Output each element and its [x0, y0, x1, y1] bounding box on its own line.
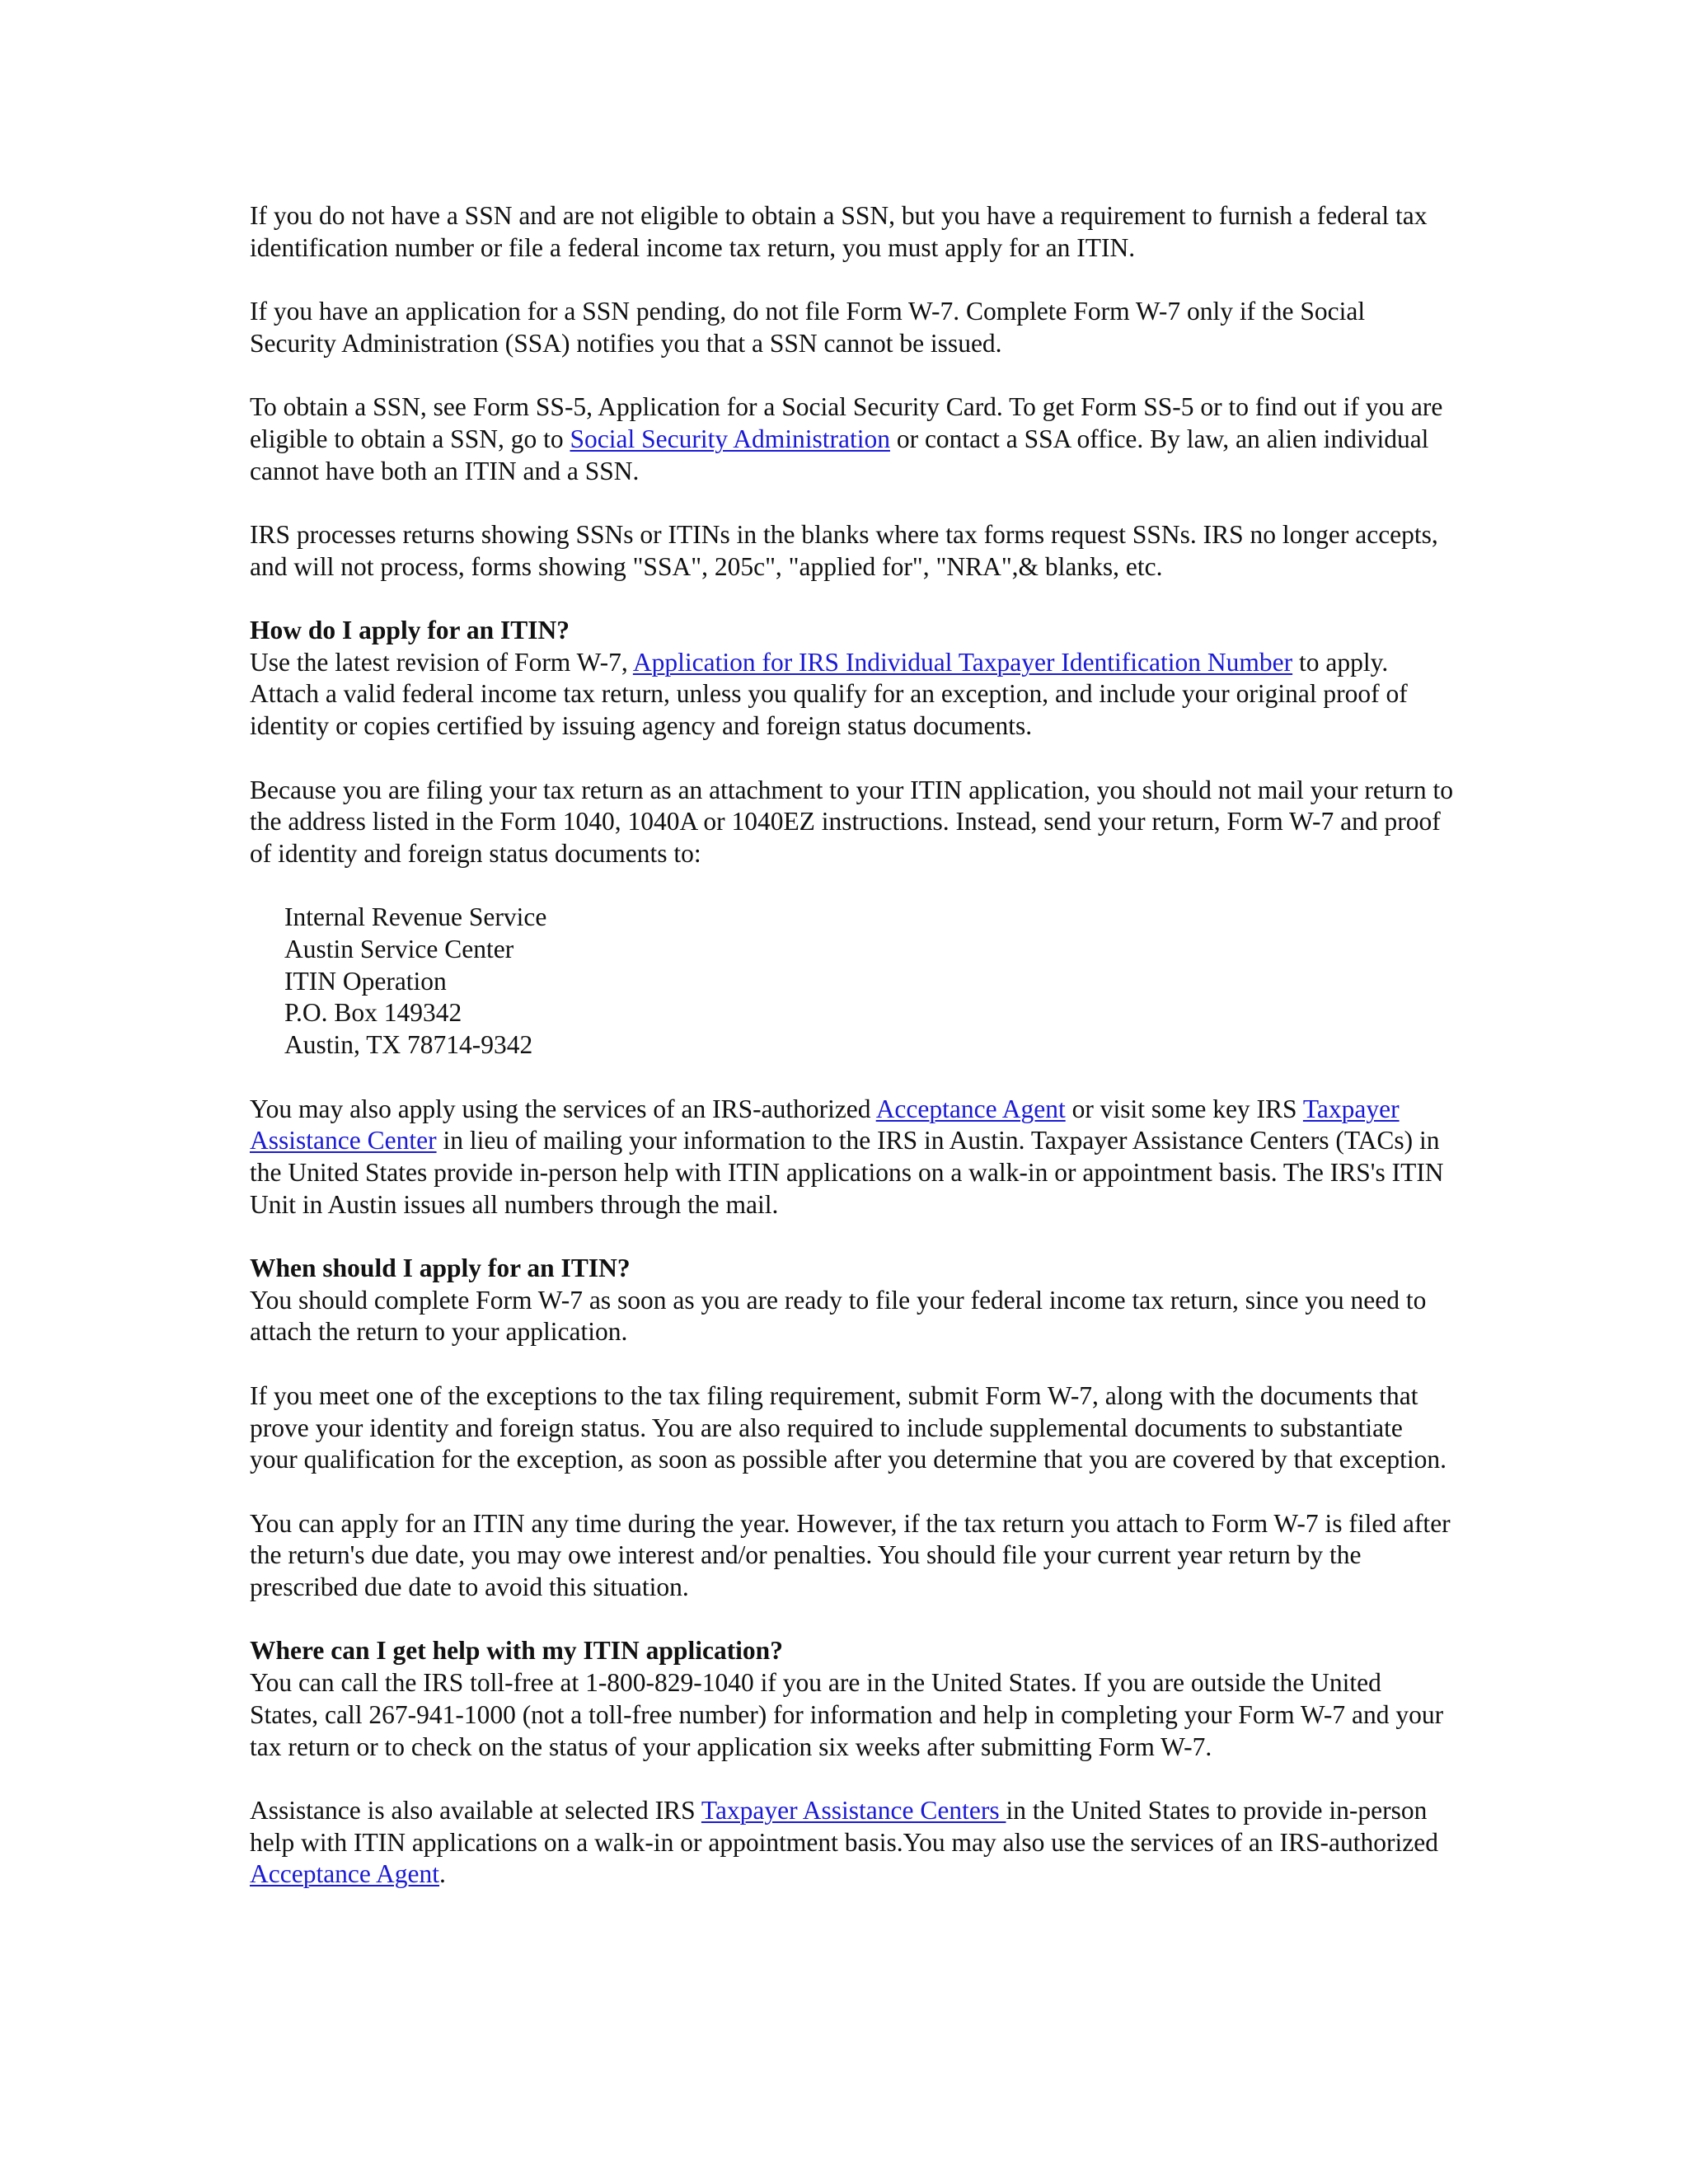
address-line: ITIN Operation [284, 966, 447, 996]
paragraph-assistance-available [250, 1795, 1453, 1891]
paragraph-mailing-instructions: Because you are filing your tax return as an attachment to your ITIN application, you should not mail your return to the address listed in the Form 1040, 1040A or 1040EZ instructions. Instead, send your return, Form W-7 and proof of identity and foreign status documents to: [250, 775, 1453, 868]
address-line: P.O. Box 149342 [284, 998, 462, 1028]
paragraph-exceptions: If you meet one of the exceptions to the tax filing requirement, submit Form W-7, along with the documents that prove your identity and foreign status. You are also required to include supplemental documents to substantiate your qualification for the exception, as soon as possible after you determine that you are covered by that exception. [250, 1380, 1447, 1474]
section-heading: Where can I get help with my ITIN application? [250, 1636, 783, 1666]
paragraph-obtain-ssn [250, 391, 1453, 487]
mailing-address [284, 902, 1453, 1062]
section-heading: When should I apply for an ITIN? [250, 1254, 631, 1283]
taxpayer-assistance-center-link[interactable]: Taxpayer Assistance Center [250, 1094, 1400, 1155]
paragraph-text: You may also apply using the services of an IRS-authorized [250, 1094, 876, 1123]
section-when-to-apply [250, 1253, 1453, 1348]
paragraph-ssn-pending: If you have an application for a SSN pending, do not file Form W-7. Complete Form W-7 only if the Social Security Administration (SSA) notifies you that a SSN cannot be issued. [250, 297, 1366, 358]
paragraph-text: . [439, 1859, 446, 1889]
paragraph-irs-processes: IRS processes returns showing SSNs or ITINs in the blanks where tax forms request SSNs. IRS no longer accepts, and will not process, forms showing "SSA", 205c", "applied for", "NRA",& blanks, etc. [250, 519, 1438, 581]
section-get-help [250, 1635, 1453, 1763]
paragraph-text: To obtain a SSN, see Form SS-5, Application for a Social Security Card. To get Form SS-5 or to find out if you are eligible to obtain a SSN, go to [250, 392, 1443, 453]
acceptance-agent-link[interactable]: Acceptance Agent [875, 1094, 1066, 1123]
paragraph-itin-requirement: If you do not have a SSN and are not eligible to obtain a SSN, but you have a requirement to furnish a federal tax identification number or file a federal income tax return, you must apply for an ITIN. [250, 201, 1428, 262]
section-how-to-apply [250, 615, 1453, 743]
address-line: Austin, TX 78714-9342 [284, 1030, 533, 1060]
acceptance-agent-link[interactable]: Acceptance Agent [250, 1859, 440, 1889]
form-w7-application-link[interactable]: Application for IRS Individual Taxpayer Identification Number [632, 647, 1293, 677]
paragraph-text: You can call the IRS toll-free at 1-800-829-1040 if you are in the United States. If you are outside the United States, call 267-941-1000 (not a toll-free number) for information and help in completing your Form W-7 and your tax return or to check on the status of your application six weeks after submitting Form W-7. [250, 1668, 1444, 1761]
paragraph-text: Assistance is also available at selected IRS [250, 1795, 701, 1825]
paragraph-text: to apply. Attach a valid federal income tax return, unless you qualify for an exception, and include your original proof of identity or copies certified by issuing agency and foreign status documents. [250, 647, 1408, 741]
document-page [250, 200, 1453, 1923]
paragraph-acceptance-agent [250, 1094, 1453, 1221]
address-line: Austin Service Center [284, 935, 514, 964]
taxpayer-assistance-centers-link[interactable]: Taxpayer Assistance Centers [701, 1795, 1006, 1825]
paragraph-text: or contact a SSA office. By law, an alien individual cannot have both an ITIN and a SSN. [250, 424, 1429, 485]
paragraph-text: Use the latest revision of Form W-7, [250, 647, 633, 677]
section-heading: How do I apply for an ITIN? [250, 616, 570, 645]
address-line: Internal Revenue Service [284, 902, 547, 932]
social-security-administration-link[interactable]: Social Security Administration [570, 424, 890, 453]
paragraph-text: in the United States to provide in-person help with ITIN applications on a walk-in or appointment basis.You may also use the services of an IRS-authorized [250, 1795, 1438, 1857]
paragraph-text: or visit some key IRS [1065, 1094, 1303, 1123]
paragraph-text: You should complete Form W-7 as soon as you are ready to file your federal income tax return, since you need to attach the return to your application. [250, 1285, 1427, 1347]
paragraph-text: in lieu of mailing your information to the IRS in Austin. Taxpayer Assistance Centers (TACs) in the United States provide in-person help with ITIN applications on a walk-in or appointment basis. The IRS's ITIN Unit in Austin issues all numbers through the mail. [250, 1126, 1444, 1219]
paragraph-apply-any-time: You can apply for an ITIN any time during the year. However, if the tax return you attach to Form W-7 is filed after the return's due date, you may owe interest and/or penalties. You should file your current year return by the prescribed due date to avoid this situation. [250, 1508, 1451, 1602]
